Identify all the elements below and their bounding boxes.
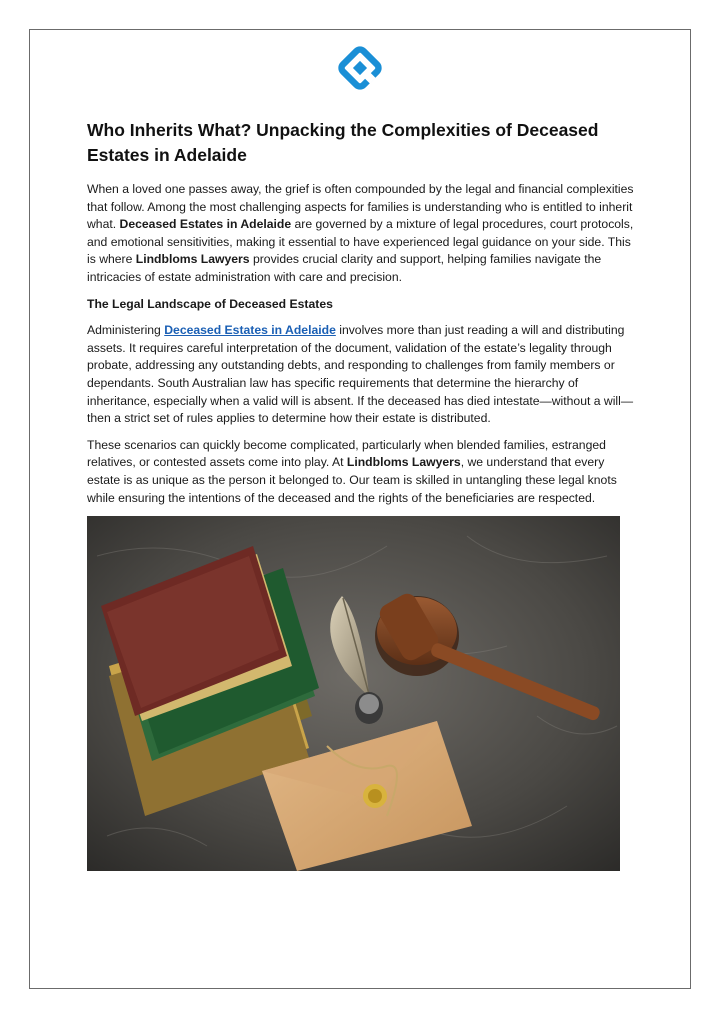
intro-bold-2: Lindbloms Lawyers xyxy=(135,252,250,267)
company-logo-icon xyxy=(337,45,383,91)
page-title: Who Inherits What? Unpacking the Complexities of Deceased Estates in Adelaide xyxy=(87,120,599,165)
para3-bold: Lindbloms Lawyers xyxy=(346,455,461,470)
para3-text-1: These scenarios can quickly become complicated, particularly when blended families, estranged relatives, or contested assets come into play. At xyxy=(87,437,606,470)
intro-paragraph xyxy=(87,181,635,287)
para2-text-1: Administering xyxy=(87,323,165,338)
intro-text-1: When a loved one passes away, the grief is often compounded by the legal and financial complexities that follow. Among the most challenging aspects for families is understanding who is entitled to inherit what. xyxy=(87,182,634,232)
scenarios-paragraph xyxy=(87,437,635,507)
section-heading: The Legal Landscape of Deceased Estates xyxy=(87,296,333,311)
legal-landscape-paragraph xyxy=(87,322,635,428)
intro-text-2: are governed by a mixture of legal procedures, court protocols, and emotional sensitivities, making it essential to have experienced legal guidance on your side. This is where xyxy=(87,217,634,267)
intro-text-3: provides crucial clarity and support, helping families navigate the intricacies of estate administration with care and precision. xyxy=(87,252,602,284)
para3-text-2: , we understand that every estate is as unique as the person it belonged to. Our team is skilled in untangling these legal knots while ensuring the intentions of the deceased and the rights of the beneficiaries are respected. xyxy=(87,455,617,505)
intro-bold-1: Deceased Estates in Adelaide xyxy=(119,217,292,232)
deceased-estates-link[interactable]: Deceased Estates in Adelaide xyxy=(164,323,336,338)
para2-text-2: involves more than just reading a will and distributing assets. It requires careful interpretation of the document, validation of the estate’s legality through probate, addressing any outstanding debts, and responding to challenges from family members or dependants. South Australian law has specific requirements that determine the hierarchy of inheritance, especially when a valid will is absent. If the deceased has died intestate—without a will—then a strict set of rules applies to determine how their estate is distributed. xyxy=(87,323,634,426)
article xyxy=(87,118,635,516)
estate-documents-photo xyxy=(87,516,620,871)
